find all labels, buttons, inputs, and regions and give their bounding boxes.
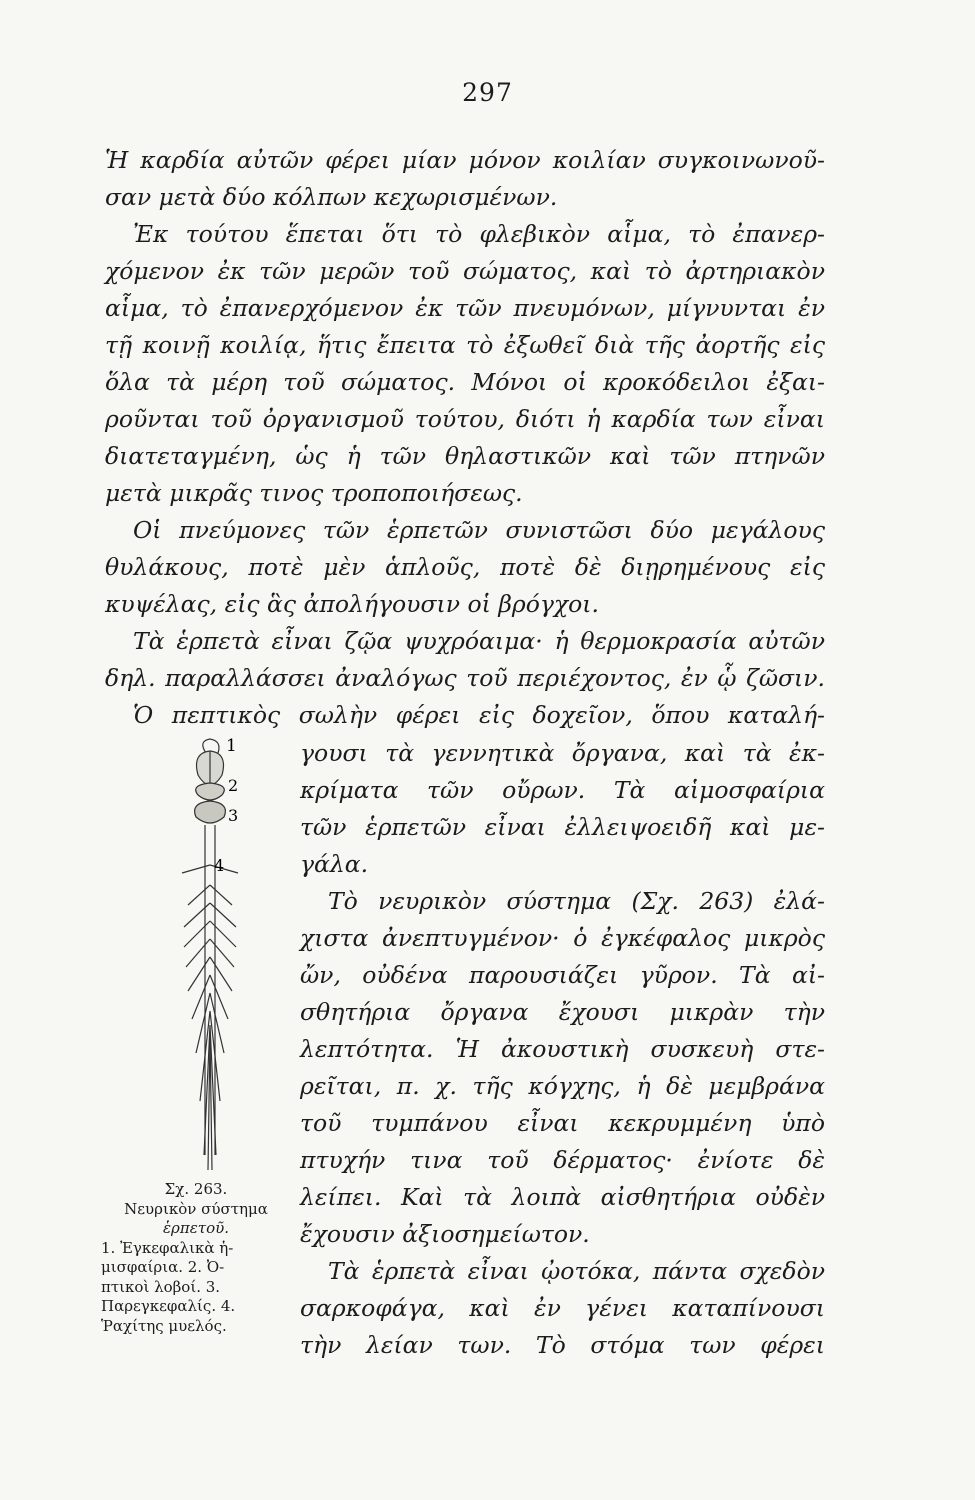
caption-number: Σχ. 263. [164, 1180, 228, 1198]
text-line: κυψέλας, εἰς ἃς ἀπολήγουσιν οἱ βρόγχοι. [105, 590, 599, 618]
text-line: Τὸ νευρικὸν σύστημα (Σχ. 263) ἐλά- [328, 887, 825, 915]
text-line: διατεταγμένη, ὡς ἡ τῶν θηλαστικῶν καὶ τῶν πτηνῶν [105, 442, 825, 470]
text-line: ροῦνται τοῦ ὀργανισμοῦ τούτου, διότι ἡ καρδία των εἶναι [105, 405, 825, 433]
text-line: τοῦ τυμπάνου εἶναι κεκρυμμένη ὑπὸ [300, 1109, 825, 1137]
text-line: ὤν, οὐδένα παρουσιάζει γῦρον. Τὰ αἰ- [300, 961, 825, 989]
caption-title-continued: ἑρπετοῦ. [163, 1219, 229, 1237]
text-line: Τὰ ἑρπετὰ εἶναι ᾠοτόκα, πάντα σχεδὸν [328, 1257, 825, 1285]
text-line: χιστα ἀνεπτυγμένον· ὁ ἐγκέφαλος μικρὸς [300, 924, 825, 952]
text-line: ἔχουσιν ἀξιοσημείωτον. [300, 1220, 590, 1248]
text-line: ρεῖται, π. χ. τῆς κόγχης, ἡ δὲ μεμβράνα [300, 1072, 825, 1100]
text-line: Ἐκ τούτου ἕπεται ὅτι τὸ φλεβικὸν αἷμα, τὸ ἐπανερ- [133, 220, 825, 248]
text-line: Ὁ πεπτικὸς σωλὴν φέρει εἰς δοχεῖον, ὅπου καταλή- [133, 701, 825, 729]
text-line: σθητήρια ὄργανα ἔχουσι μικρὰν τὴν [300, 998, 825, 1026]
text-line: γουσι τὰ γεννητικὰ ὄργανα, καὶ τὰ ἐκ- [300, 739, 825, 767]
figure-label-1: 1 [226, 736, 237, 756]
figure-label-3: 3 [228, 806, 239, 825]
text-line: τὴν λείαν των. Τὸ στόμα των φέρει [300, 1331, 825, 1359]
figure-caption [101, 1180, 291, 1336]
legend-line: μισφαίρια. 2. Ὀ- [101, 1258, 225, 1276]
text-line: Τὰ ἑρπετὰ εἶναι ζῷα ψυχρόαιμα· ἡ θερμοκρασία αὐτῶν [133, 627, 825, 655]
wrapped-paragraphs [300, 735, 825, 1364]
text-line: τῶν ἑρπετῶν εἶναι ἐλλειψοειδῆ καὶ με- [300, 813, 825, 841]
nervous-system-figure [148, 735, 283, 1175]
caption-legend [101, 1239, 291, 1337]
text-line: σαρκοφάγα, καὶ ἐν γένει καταπίνουσι [300, 1294, 825, 1322]
text-line: δηλ. παραλλάσσει ἀναλόγως τοῦ περιέχοντος, ἐν ᾧ ζῶσιν. [105, 664, 825, 692]
text-line: πτυχήν τινα τοῦ δέρματος· ἐνίοτε δὲ [300, 1146, 825, 1174]
legend-line: Ῥαχίτης μυελός. [101, 1316, 227, 1335]
text-line: αἷμα, τὸ ἐπανερχόμενον ἐκ τῶν πνευμόνων, μίγνυνται ἐν [105, 294, 825, 322]
text-line: μετὰ μικρᾶς τινος τροποποιήσεως. [105, 479, 523, 507]
text-line: κρίματα τῶν οὔρων. Τὰ αἱμοσφαίρια [300, 776, 825, 804]
legend-line: 1. Ἐγκεφαλικὰ ἡ- [101, 1238, 234, 1257]
text-line: γάλα. [300, 850, 369, 878]
figure-label-4: 4 [214, 856, 225, 875]
text-line: χόμενον ἐκ τῶν μερῶν τοῦ σώματος, καὶ τὸ ἀρτηριακὸν [105, 257, 825, 285]
text-line: θυλάκους, ποτὲ μὲν ἁπλοῦς, ποτὲ δὲ διῃρημένους εἰς [105, 553, 825, 581]
page-number: 297 [462, 78, 513, 107]
text-line: λείπει. Καὶ τὰ λοιπὰ αἰσθητήρια οὐδὲν [300, 1183, 825, 1211]
top-paragraphs [105, 142, 825, 734]
legend-line: Παρεγκεφαλίς. 4. [101, 1297, 236, 1315]
reptile-nervous-system-illustration [148, 735, 283, 1175]
text-line: Οἱ πνεύμονες τῶν ἑρπετῶν συνιστῶσι δύο μεγάλους [133, 516, 825, 544]
text-line: ὅλα τὰ μέρη τοῦ σώματος. Μόνοι οἱ κροκόδειλοι ἐξαι- [105, 368, 825, 396]
caption-title: Νευρικὸν σύστημα [124, 1199, 268, 1218]
text-line: λεπτότητα. Ἡ ἀκουστικὴ συσκευὴ στε- [300, 1035, 825, 1063]
text-line: τῇ κοινῇ κοιλίᾳ, ἥτις ἔπειτα τὸ ἐξωθεῖ διὰ τῆς ἀορτῆς εἰς [105, 331, 825, 359]
text-line: σαν μετὰ δύο κόλπων κεχωρισμένων. [105, 183, 558, 211]
text-line: Ἡ καρδία αὐτῶν φέρει μίαν μόνον κοιλίαν συγκοινωνοῦ- [105, 146, 825, 174]
figure-label-2: 2 [228, 776, 239, 795]
legend-line: πτικοὶ λοβοί. 3. [101, 1277, 221, 1296]
